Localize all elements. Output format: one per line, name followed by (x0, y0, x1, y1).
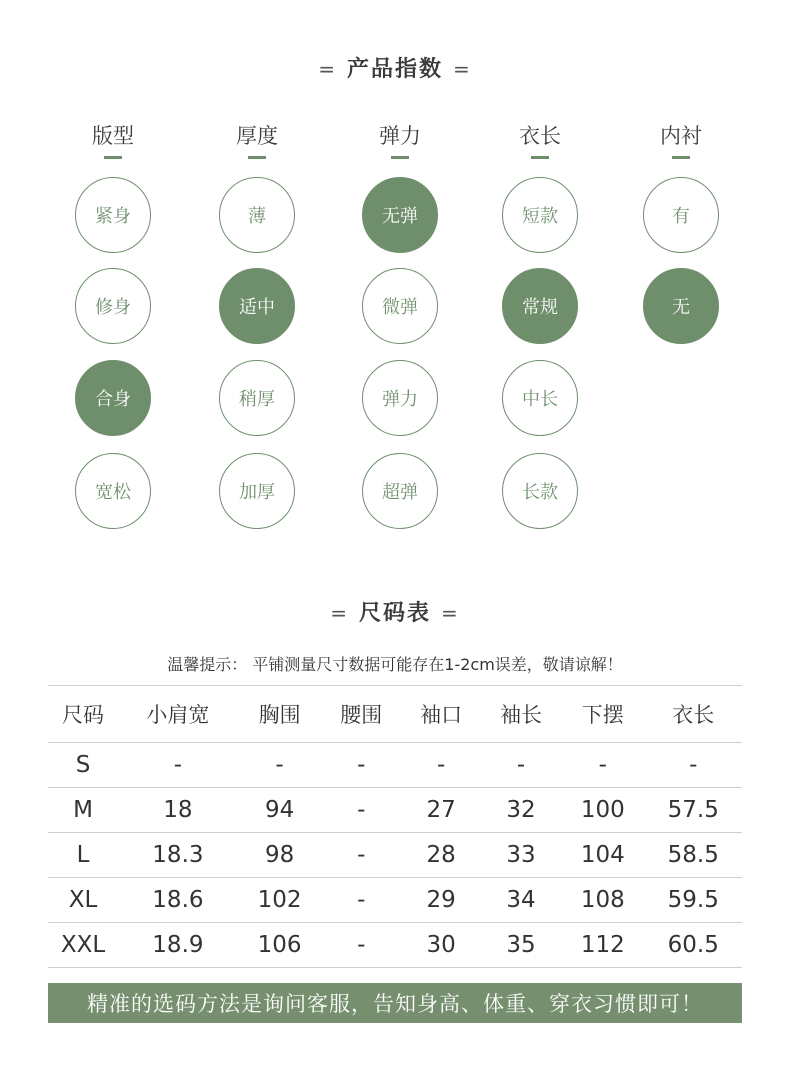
table-cell: S (75, 752, 91, 778)
column-header-label: 厚度 (236, 124, 278, 148)
thickness-option-thick: 加厚 (219, 453, 295, 529)
header-underline (104, 156, 122, 159)
table-cell: 33 (506, 842, 536, 868)
length-option-short: 短款 (502, 177, 578, 253)
table-cell: - (357, 887, 366, 913)
table-cell: 32 (506, 797, 536, 823)
header-underline (391, 156, 409, 159)
lining-option-yes: 有 (643, 177, 719, 253)
table-cell: 28 (426, 842, 456, 868)
table-cell: 98 (264, 842, 295, 868)
header-cell: 尺码 (62, 703, 104, 727)
table-cell: 29 (426, 887, 456, 913)
table-cell: 18.9 (152, 932, 204, 958)
table-cell: 18.3 (152, 842, 204, 868)
table-cell: - (516, 752, 526, 778)
column-header-label: 版型 (92, 124, 134, 148)
table-cell: 94 (264, 797, 295, 823)
column-header-elasticity (355, 120, 445, 159)
fit-option-regular-selected: 合身 (75, 360, 151, 436)
table-cell: - (357, 932, 366, 958)
table-cell: - (357, 752, 366, 778)
header-underline (672, 156, 690, 159)
header-cell: 衣长 (672, 703, 715, 727)
size-table (48, 685, 742, 968)
table-cell: 18.6 (152, 887, 204, 913)
table-cell: - (275, 752, 284, 778)
table-cell: 58.5 (667, 842, 719, 868)
table-cell: 102 (257, 887, 302, 913)
table-row (48, 878, 742, 923)
column-header-label: 内衬 (660, 124, 702, 148)
column-header-label: 衣长 (519, 124, 561, 148)
table-cell: 30 (426, 932, 456, 958)
measurement-tip: 温馨提示： 平铺测量尺寸数据可能存在1-2cm误差，敬请谅解！ (167, 655, 623, 674)
fit-option-loose: 宽松 (75, 453, 151, 529)
table-cell: 106 (257, 932, 302, 958)
table-cell: 100 (580, 797, 625, 823)
table-cell: 60.5 (667, 932, 719, 958)
table-cell: - (357, 797, 366, 823)
table-row (48, 833, 742, 878)
thickness-option-slightly-thick: 稍厚 (219, 360, 295, 436)
header-cell: 胸围 (258, 703, 301, 727)
header-cell: 小肩宽 (146, 703, 210, 727)
lining-option-no-selected: 无 (643, 268, 719, 344)
table-cell: 112 (580, 932, 625, 958)
table-row (48, 788, 742, 833)
table-cell: 59.5 (667, 887, 719, 913)
thickness-option-thin: 薄 (219, 177, 295, 253)
elasticity-option-super: 超弹 (362, 453, 438, 529)
table-cell: 108 (580, 887, 625, 913)
table-header-row (48, 686, 742, 743)
column-header-length (495, 120, 585, 159)
fit-option-tight: 紧身 (75, 177, 151, 253)
title-deco-left: = (318, 57, 337, 81)
product-index-title-text: 产品指数 (346, 57, 443, 82)
column-header-fit (68, 120, 158, 159)
fit-option-slim: 修身 (75, 268, 151, 344)
table-cell: L (76, 842, 90, 868)
title-deco-right: = (441, 601, 460, 625)
header-underline (248, 156, 266, 159)
table-cell: - (598, 752, 607, 778)
table-cell: - (173, 752, 183, 778)
table-cell: 27 (426, 797, 456, 823)
header-cell: 袖口 (420, 703, 463, 727)
table-cell: 34 (506, 887, 536, 913)
table-row (48, 743, 742, 788)
elasticity-option-slight: 微弹 (362, 268, 438, 344)
header-underline (531, 156, 549, 159)
thickness-option-medium-selected: 适中 (219, 268, 295, 344)
length-option-mid-long: 中长 (502, 360, 578, 436)
title-deco-right: = (453, 57, 472, 81)
table-cell: - (357, 842, 366, 868)
product-index-title (0, 52, 790, 83)
table-row (48, 923, 742, 968)
column-header-label: 弹力 (379, 124, 421, 148)
sizing-advice-banner: 精准的选码方法是询问客服，告知身高、体重、穿衣习惯即可！ (48, 983, 742, 1023)
table-cell: M (73, 797, 93, 823)
table-cell: - (437, 752, 446, 778)
header-cell: 腰围 (340, 703, 383, 727)
table-cell: XL (68, 887, 98, 913)
size-chart-title-text: 尺码表 (358, 601, 431, 626)
table-cell: 104 (580, 842, 625, 868)
column-header-lining (636, 120, 726, 159)
table-cell: - (689, 752, 698, 778)
header-cell: 袖长 (500, 703, 543, 727)
table-cell: 57.5 (667, 797, 719, 823)
length-option-long: 长款 (502, 453, 578, 529)
table-cell: 35 (506, 932, 536, 958)
table-cell: XXL (60, 932, 106, 958)
title-deco-left: = (330, 601, 349, 625)
size-chart-title (0, 596, 790, 627)
elasticity-option-elastic: 弹力 (362, 360, 438, 436)
length-option-regular-selected: 常规 (502, 268, 578, 344)
table-cell: 18 (163, 797, 193, 823)
column-header-thickness (212, 120, 302, 159)
elasticity-option-none-selected: 无弹 (362, 177, 438, 253)
header-cell: 下摆 (581, 703, 624, 727)
